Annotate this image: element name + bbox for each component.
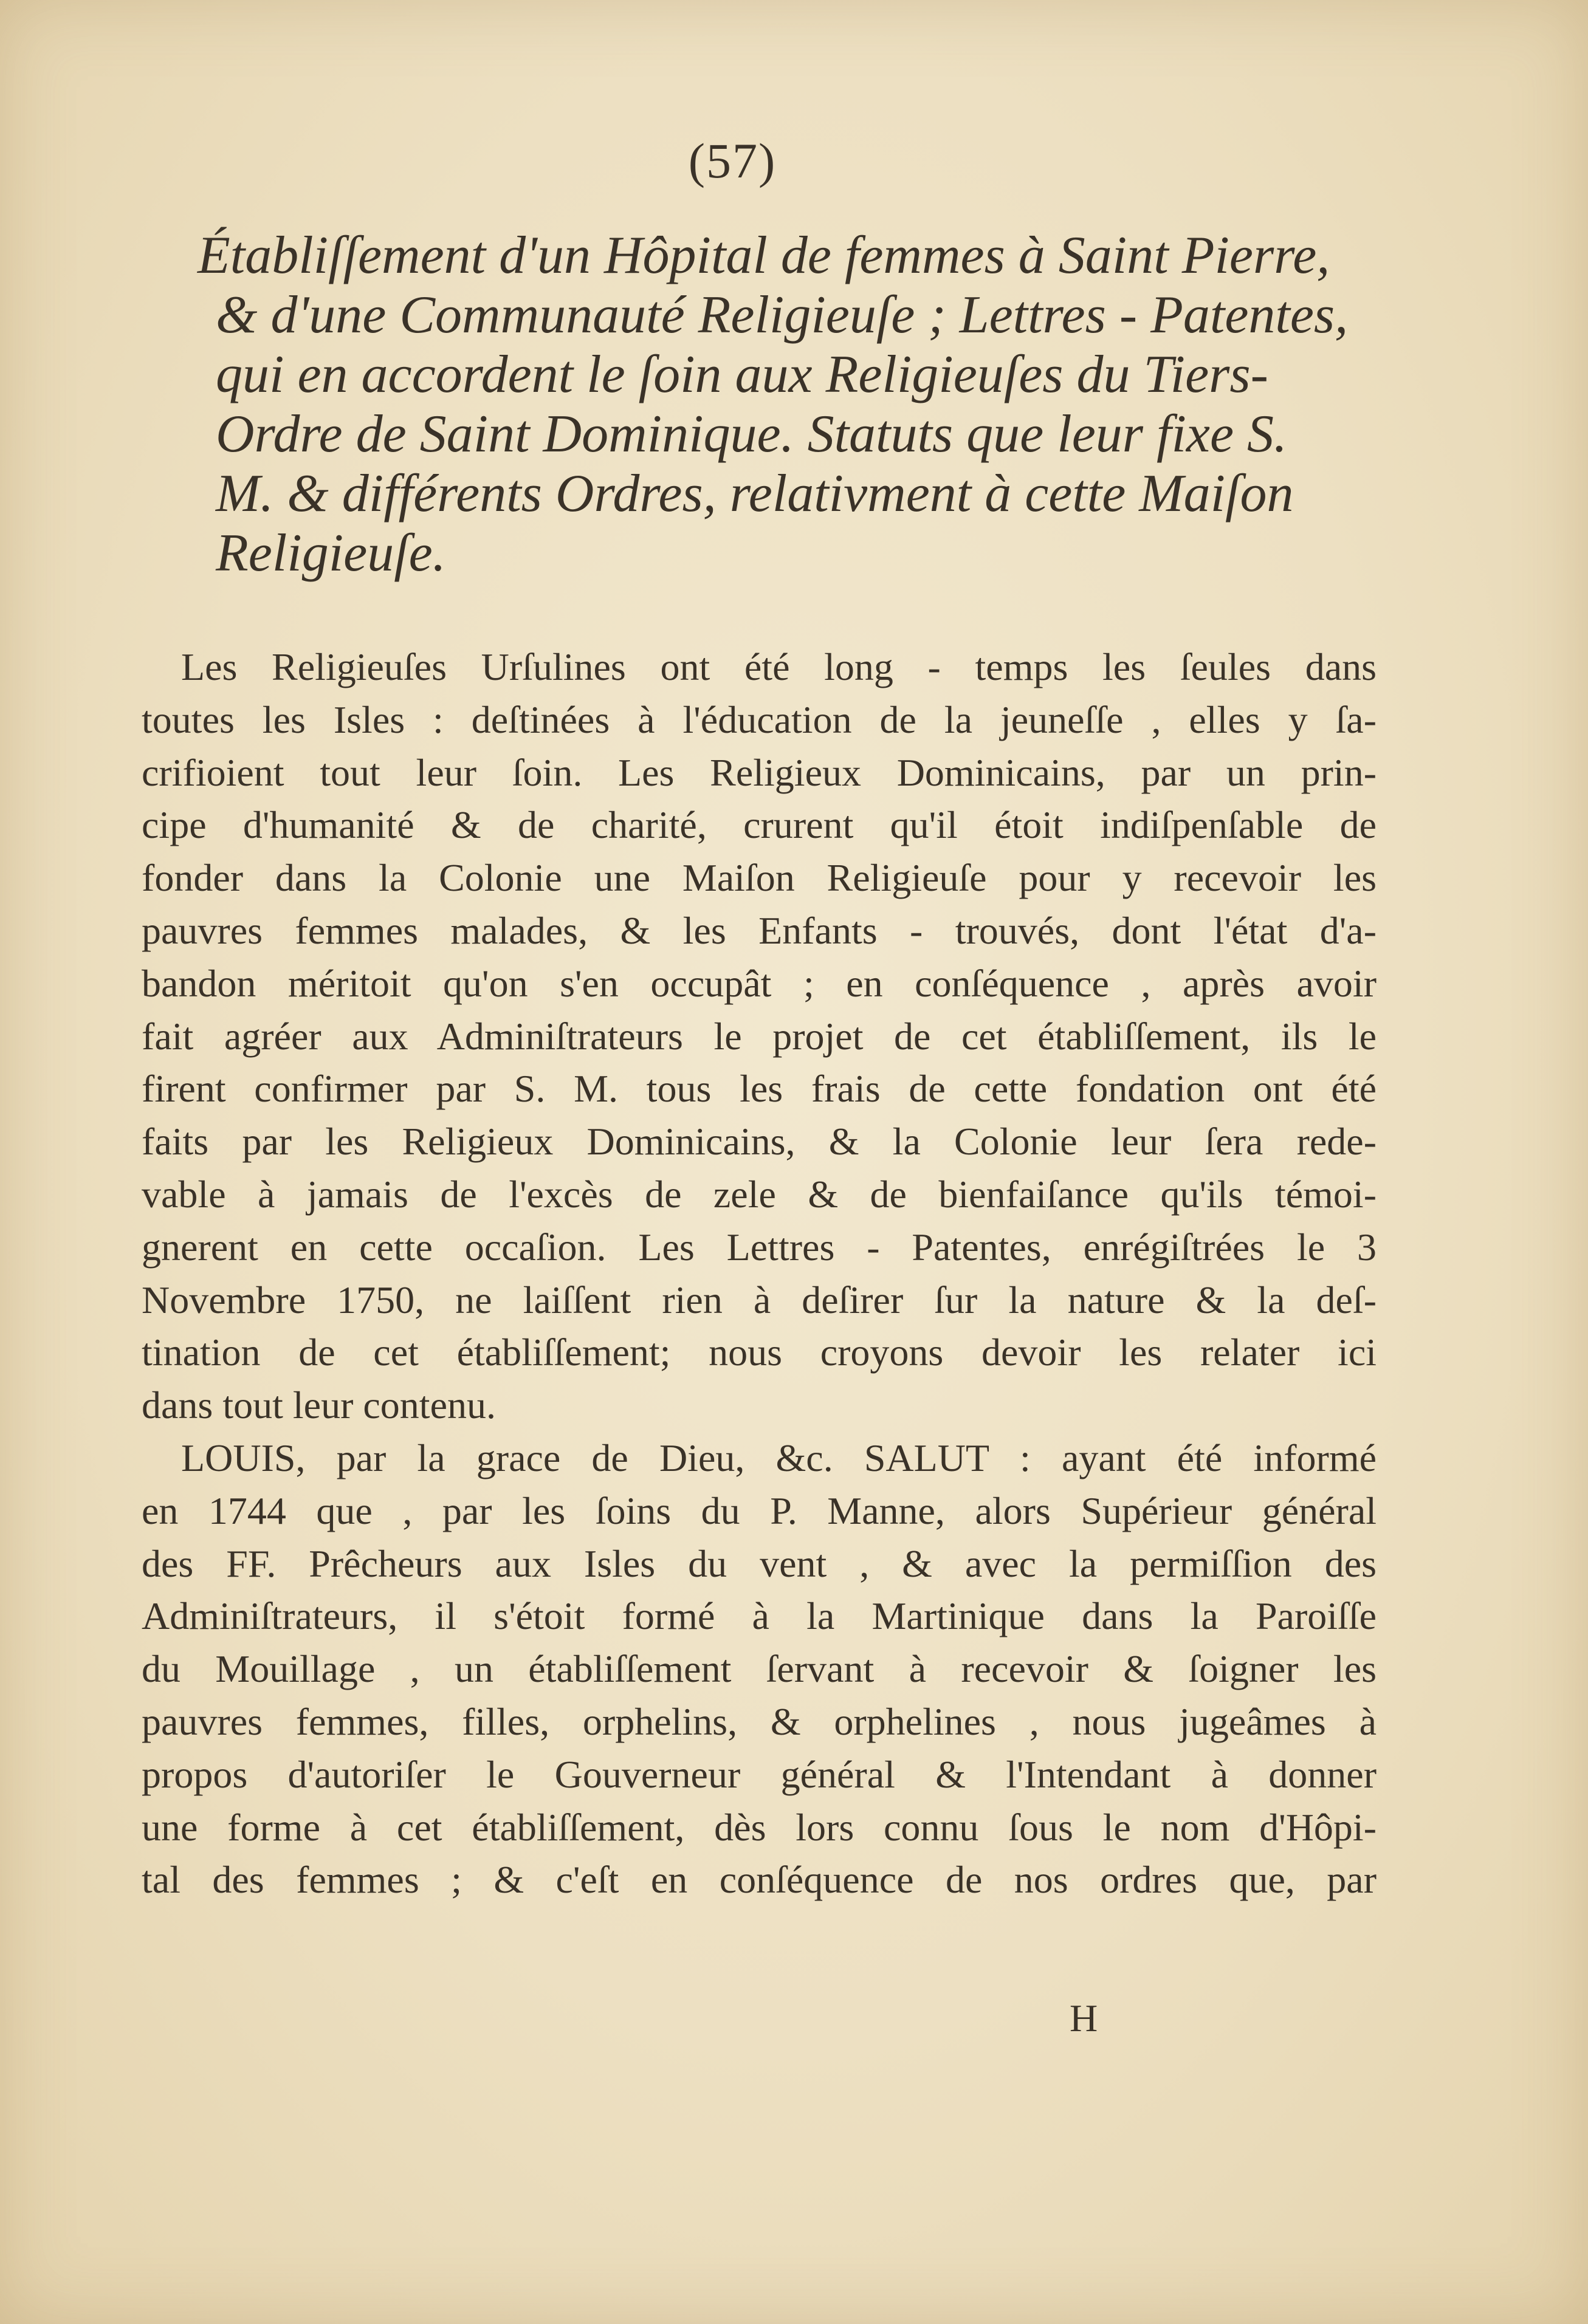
text-line: propos d'autoriſer le Gouverneur général & l'Intendant à donner bbox=[142, 1752, 1377, 1796]
heading-line: Établiſſement d'un Hôpital de femmes à Saint Pierre, bbox=[198, 226, 1330, 285]
text-line: une forme à cet établiſſement, dès lors connu ſous le nom d'Hôpi- bbox=[142, 1805, 1377, 1849]
heading-line: qui en accordent le ſoin aux Religieuſes du Tiers- bbox=[216, 345, 1268, 404]
text-line: tination de cet établiſſement; nous croyons devoir les relater ici bbox=[142, 1331, 1377, 1374]
text-line: fonder dans la Colonie une Maiſon Religieuſe pour y recevoir les bbox=[142, 856, 1377, 900]
text-line: tal des femmes ; & c'eſt en conſéquence de nos ordres que, par bbox=[142, 1858, 1377, 1902]
signature-mark: H bbox=[1070, 1997, 1098, 2040]
text-line: pauvres femmes, filles, orphelins, & orphelines , nous jugeâmes à bbox=[142, 1699, 1377, 1743]
text-line: cipe d'humanité & de charité, crurent qu'il étoit indiſpenſable de bbox=[142, 803, 1377, 847]
text-line: bandon méritoit qu'on s'en occupât ; en conſéquence , après avoir bbox=[142, 961, 1377, 1005]
heading-line: & d'une Communauté Religieuſe ; Lettres - Patentes, bbox=[216, 286, 1349, 344]
text-line: Novembre 1750, ne laiſſent rien à deſirer ſur la nature & la deſ- bbox=[142, 1278, 1377, 1321]
text-line: des FF. Prêcheurs aux Isles du vent , & avec la permiſſion des bbox=[142, 1541, 1377, 1585]
text-line: en 1744 que , par les ſoins du P. Manne, alors Supérieur général bbox=[142, 1489, 1377, 1532]
text-line: toutes les Isles : deſtinées à l'éducation de la jeuneſſe , elles y ſa- bbox=[142, 698, 1377, 741]
heading-line: Religieuſe. bbox=[216, 524, 446, 583]
paragraph-intro bbox=[142, 641, 1377, 1432]
heading-line: Ordre de Saint Dominique. Statuts que leur fixe S. bbox=[216, 405, 1288, 464]
heading-line: M. & différents Ordres, relativment à cette Maiſon bbox=[216, 464, 1294, 523]
body-text bbox=[142, 641, 1377, 1907]
text-line: Adminiſtrateurs, il s'étoit formé à la Martinique dans la Paroiſſe bbox=[142, 1594, 1377, 1638]
text-line: dans tout leur contenu. bbox=[142, 1383, 496, 1427]
text-line: crifioient tout leur ſoin. Les Religieux Dominicains, par un prin- bbox=[142, 750, 1377, 794]
text-line: vable à jamais de l'excès de zele & de bienfaiſance qu'ils témoi- bbox=[142, 1172, 1377, 1216]
paragraph-letters-patent bbox=[142, 1432, 1377, 1907]
text-line: fait agréer aux Adminiſtrateurs le projet de cet établiſſement, ils le bbox=[142, 1014, 1377, 1058]
text-line: firent confirmer par S. M. tous les frais de cette fondation ont été bbox=[142, 1067, 1377, 1111]
text-line: gnerent en cette occaſion. Les Lettres - Patentes, enrégiſtrées le 3 bbox=[142, 1225, 1377, 1269]
text-line: faits par les Religieux Dominicains, & la Colonie leur ſera rede- bbox=[142, 1120, 1377, 1164]
text-line: Les Religieuſes Urſulines ont été long - temps les ſeules dans bbox=[181, 645, 1377, 688]
text-line: pauvres femmes malades, & les Enfants - trouvés, dont l'état d'a- bbox=[142, 908, 1377, 952]
text-line: LOUIS, par la grace de Dieu, &c. SALUT : ayant été informé bbox=[181, 1436, 1377, 1479]
page-number: (57) bbox=[688, 133, 777, 188]
section-heading bbox=[198, 226, 1377, 583]
text-line: du Mouillage , un établiſſement ſervant à recevoir & ſoigner les bbox=[142, 1647, 1377, 1691]
